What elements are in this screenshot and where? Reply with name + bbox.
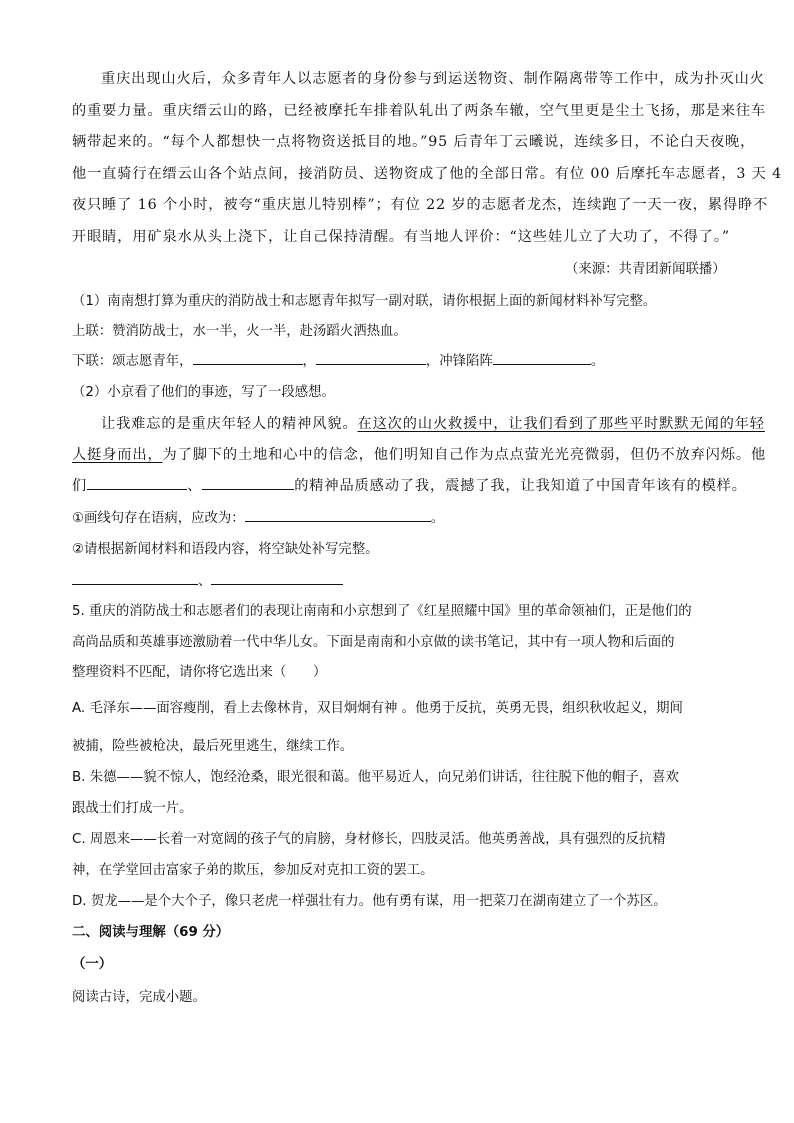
q2-sub1-blank[interactable]: [245, 508, 431, 522]
q2-paragraph-line-1: [101, 413, 765, 433]
q1-blank-2[interactable]: [316, 351, 426, 365]
q2-sub1: [72, 507, 444, 526]
q1-lower-couplet: [72, 350, 604, 369]
q2-paragraph-line-3: [72, 475, 747, 495]
section-heading: 二、阅读与理解（69 分）: [72, 925, 230, 940]
q1-prompt: （1）南南想打算为重庆的消防战士和志愿青年拟写一副对联，请你根据上面的新闻材料补写完整。: [72, 294, 657, 309]
news-line-2: 的重要力量。重庆缙云山的路，已经被摩托车排着队轧出了两条车辙，空气里更是尘土飞扬，那是来往车: [72, 103, 767, 119]
q1-blank-3[interactable]: [493, 351, 591, 365]
q2-sub1-label: ①画线句存在语病，应改为：: [72, 511, 245, 526]
q2-p2-underlined: 人挺身而出，: [72, 447, 163, 463]
q5-stem-line-1: 5. 重庆的消防战士和志愿者们的表现让南南和小京想到了《红星照耀中国》里的革命领袖们，正是他们的: [72, 604, 692, 619]
q2-blank-2[interactable]: [202, 476, 294, 490]
q2-blank-1[interactable]: [87, 476, 187, 490]
q2-p1-plain: 让我难忘的是重庆年轻人的精神风貌。: [101, 416, 358, 432]
q2-p3-start: 们: [72, 478, 88, 494]
q2-p2-plain: 为了脚下的土地和心中的信念，他们明知自己作为点点萤光光亮微弱，但仍不放弃闪烁。他: [162, 447, 767, 463]
q2-sub2-blank-1[interactable]: [72, 571, 198, 585]
q1-lower-prefix: 下联：颂志愿青年，: [72, 354, 193, 369]
q2-sub1-end: 。: [430, 511, 445, 526]
q5-option-d[interactable]: D. 贺龙——是个大个子，像只老虎一样强壮有力。他有勇有谋，用一把菜刀在湖南建立了一个苏区。: [72, 894, 667, 909]
news-line-1: 重庆出现山火后，众多青年人以志愿者的身份参与到运送物资、制作隔离带等工作中，成为扑灭山火: [101, 71, 765, 87]
q5-option-b-line-1[interactable]: B. 朱德——貌不惊人，饱经沧桑，眼光很和蔼。他平易近人，向兄弟们讲话，往往脱下他的帽子，喜欢: [72, 770, 679, 785]
q1-blank-1[interactable]: [193, 351, 303, 365]
q5-option-c-line-1[interactable]: C. 周恩来——长着一对宽阔的孩子气的肩膀，身材修长，四肢灵活。他英勇善战，具有强烈的反抗精: [72, 832, 666, 847]
news-source: （来源：共青团新闻联播）: [565, 262, 726, 277]
q2-sub2-answer-line: [72, 570, 343, 589]
q1-upper-couplet: 上联：赞消防战士，水一半，火一半，赴汤蹈火洒热血。: [72, 324, 407, 339]
q2-paragraph-line-2: [72, 444, 766, 464]
news-line-4: 他一直骑行在缙云山各个站点间，接消防员、送物资成了他的全部日常。有位 00 后摩托车志愿者，3 天 4: [72, 166, 783, 182]
news-line-5: 夜只睡了 16 个小时，被夸“重庆崽儿特别棒”；有位 22 岁的志愿者龙杰，连续跑了一天一夜，累得睁不: [72, 197, 769, 213]
q1-lower-end: 。: [590, 354, 605, 369]
q5-stem-line-2: 高尚品质和英雄事迹激励着一代中华儿女。下面是南南和小京做的读书笔记，其中有一项人物和后面的: [72, 635, 675, 650]
q2-sub2-blank-2[interactable]: [211, 571, 343, 585]
q5-option-a-line-2: 被捕，险些被枪决，最后死里逃生，继续工作。: [72, 739, 354, 754]
q1-lower-sep1: ，: [302, 354, 316, 369]
news-line-3: 辆带起来的。“每个人都想快一点将物资送抵目的地。”95 后青年丁云曦说，连续多日，不论白天夜晚，: [72, 134, 756, 150]
news-line-6: 开眼睛，用矿泉水从头上浇下，让自己保持清醒。有当地人评价：“这些娃儿立了大功了，不得了。”: [72, 229, 730, 245]
q5-option-c-line-2: 神，在学堂回击富家子弟的欺压，参加反对克扣工资的罢工。: [72, 863, 434, 878]
section-instruction: 阅读古诗，完成小题。: [72, 990, 206, 1005]
q2-p3-end: 的精神品质感动了我，震撼了我，让我知道了中国青年该有的模样。: [294, 478, 747, 494]
q2-prompt: （2）小京看了他们的事迹，写了一段感想。: [72, 385, 335, 400]
q1-lower-sep2: ，冲锋陷阵: [425, 354, 493, 369]
q2-sub2: ②请根据新闻材料和语段内容，将空缺处补写完整。: [72, 542, 379, 557]
section-subheading: （一）: [72, 957, 113, 972]
q2-p1-underlined: 在这次的山火救援中，让我们看到了那些平时默默无闻的年轻: [357, 416, 765, 432]
q2-sub2-sep: 、: [198, 574, 212, 589]
q5-stem-line-3: 整理资料不匹配，请你将它选出来（ ）: [72, 665, 327, 680]
q5-option-b-line-2: 跟战士们打成一片。: [72, 801, 193, 816]
q2-p3-sep: 、: [187, 478, 203, 494]
q5-option-a-line-1[interactable]: A. 毛泽东——面容瘦削，看上去像林肯，双目炯炯有神 。他勇于反抗，英勇无畏，组织秋收起义，期间: [72, 701, 683, 716]
